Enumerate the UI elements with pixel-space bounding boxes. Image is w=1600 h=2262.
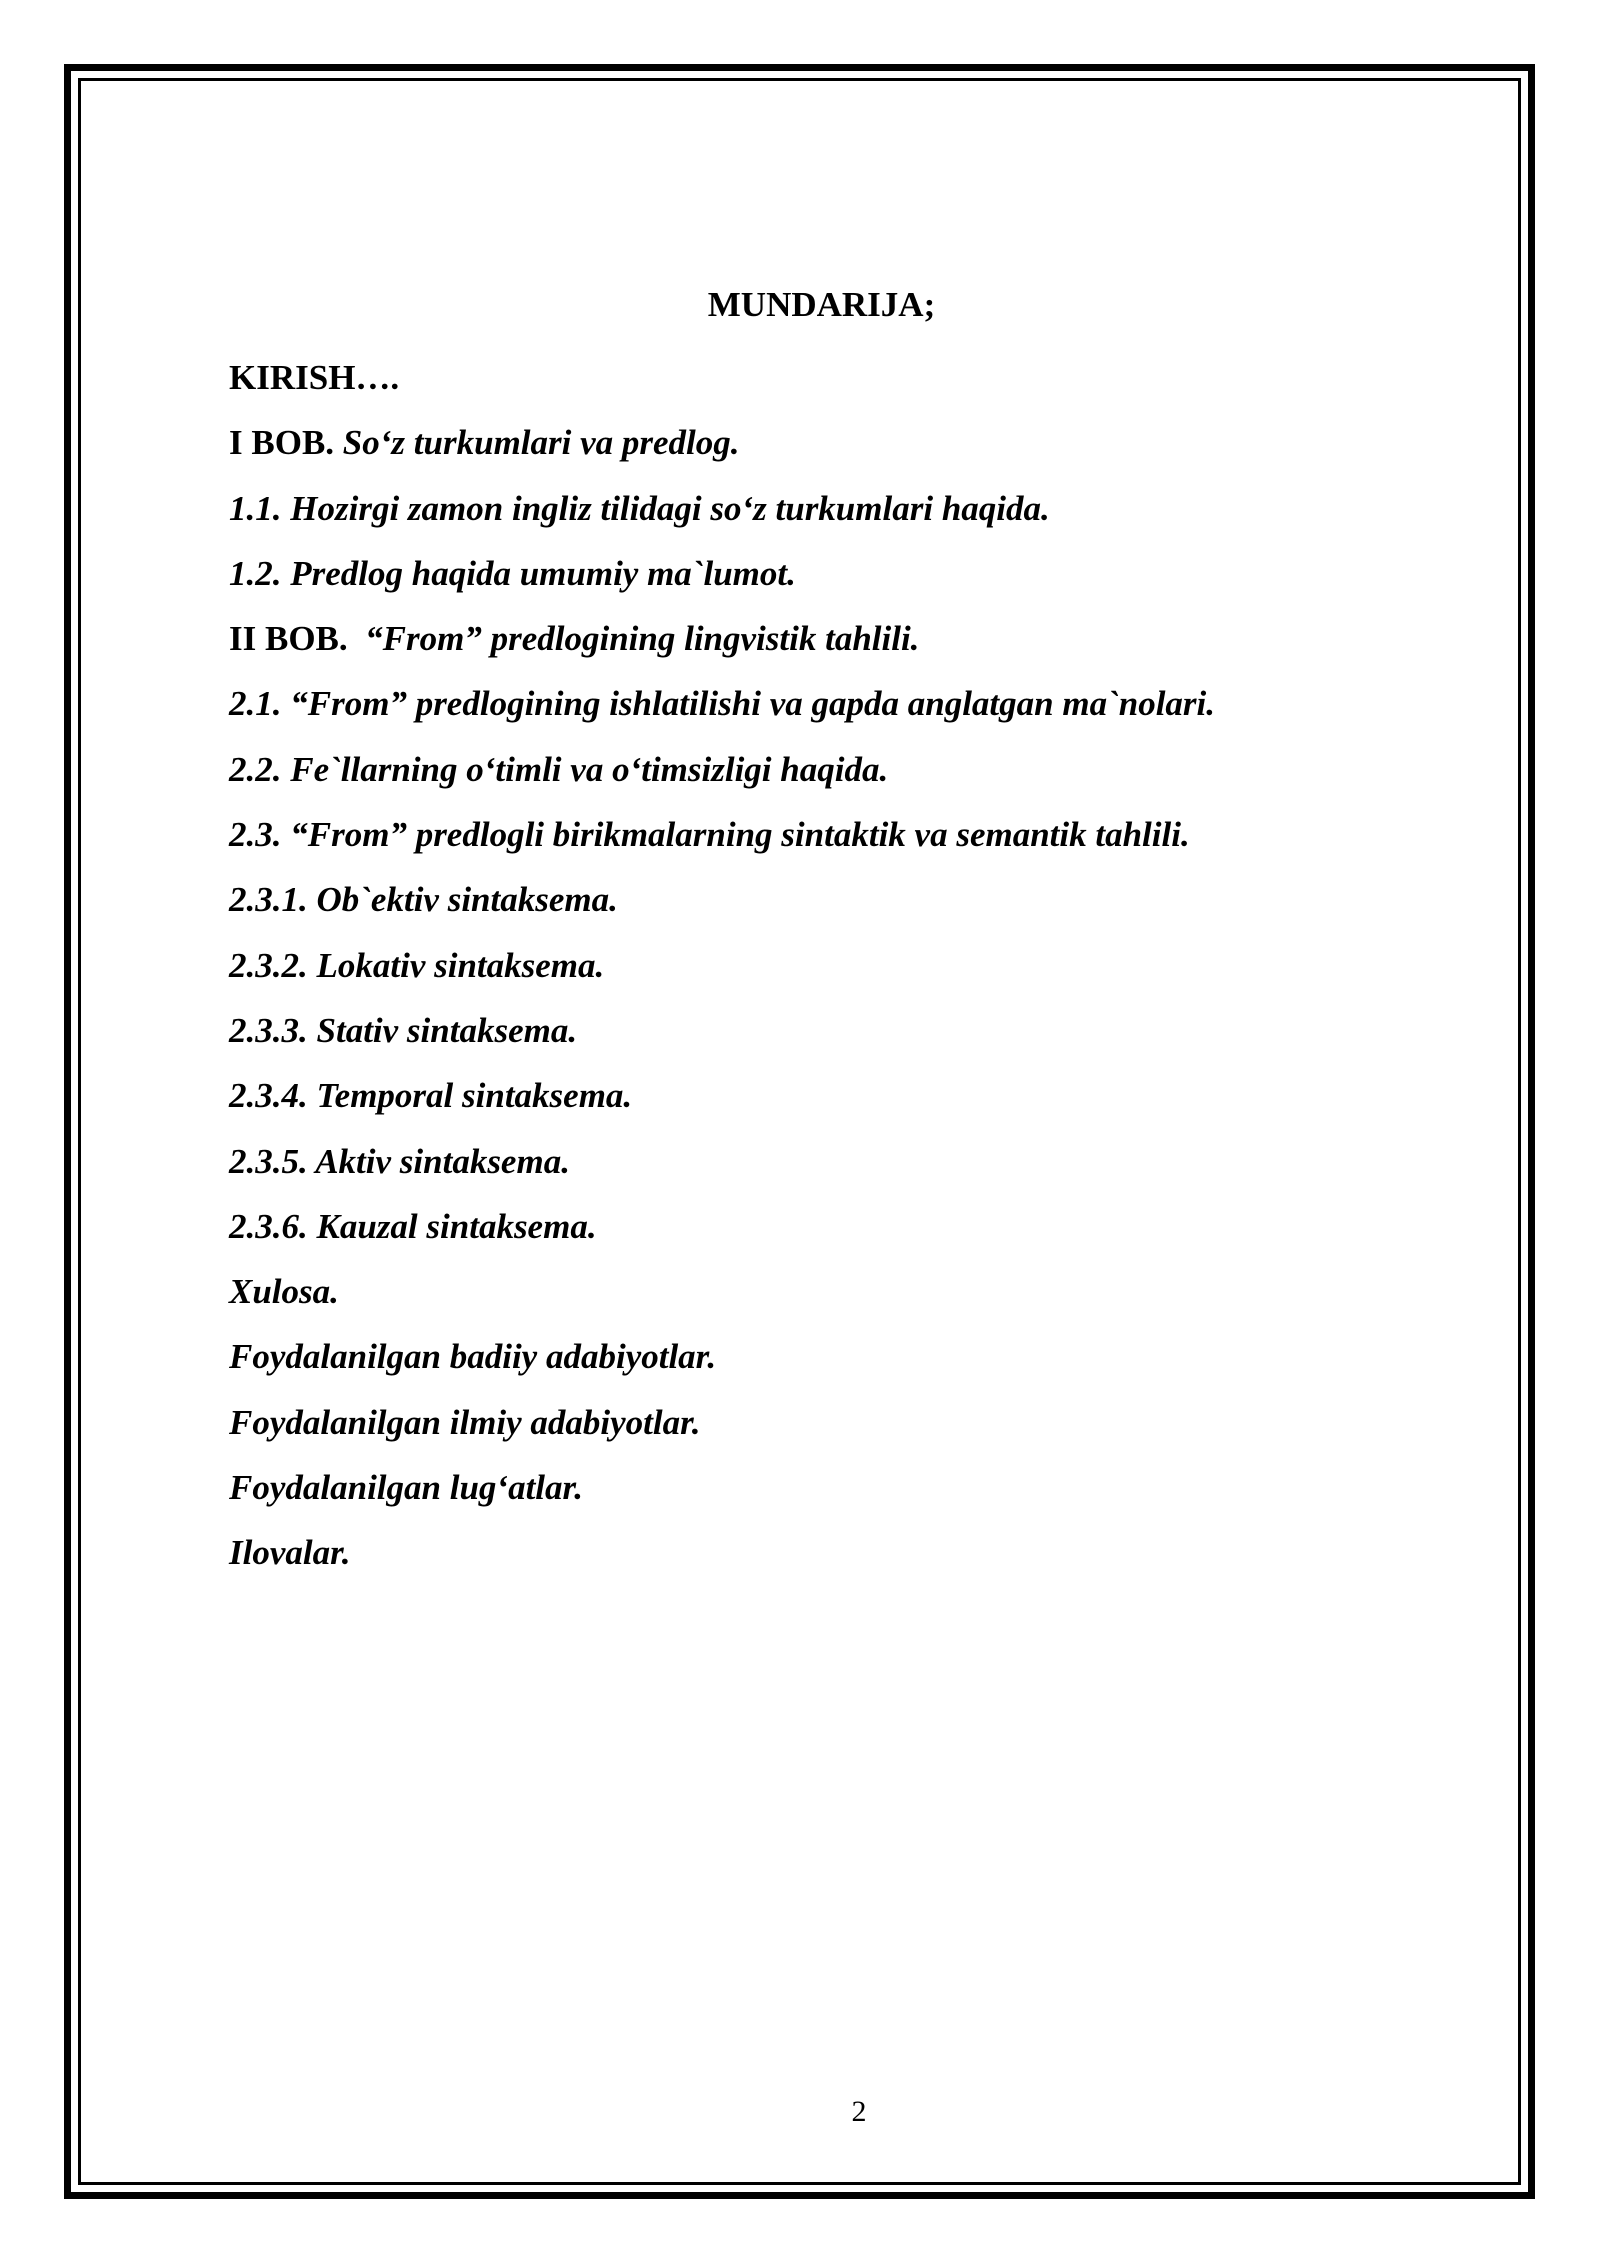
table-of-contents [229,280,1379,1586]
toc-entry [229,1194,1379,1259]
toc-entry-text: Foydalanilgan lug‘atlar. [229,1468,583,1508]
toc-entry-text: 2.3.5. Aktiv sintaksema. [229,1141,570,1181]
toc-entry [229,737,1379,802]
toc-entry-prefix: KIRISH…. [229,358,400,397]
toc-entry [229,867,1379,932]
toc-entry [229,1520,1379,1585]
toc-entry [229,410,1379,475]
toc-entry [229,998,1379,1063]
toc-entry [229,541,1379,606]
toc-entry-text: 2.2. Fe`llarning o‘timli va o‘timsizligi haqida. [229,749,889,789]
toc-entry-text: So‘z turkumlari va predlog. [334,423,740,463]
page-number: 2 [851,2095,867,2128]
toc-entry-text: Ilovalar. [229,1533,351,1573]
toc-entry [229,606,1379,671]
toc-entry [229,933,1379,998]
toc-entry-prefix: I BOB. [229,423,335,463]
toc-entry-text: 1.2. Predlog haqida umumiy ma`lumot. [229,553,796,593]
toc-entry-text: 2.3.6. Kauzal sintaksema. [229,1206,597,1246]
toc-list [229,345,1379,1586]
toc-entry [229,345,1379,410]
toc-entry [229,1129,1379,1194]
toc-entry-text: 2.3.1. Ob`ektiv sintaksema. [229,880,618,920]
toc-entry-text: Foydalanilgan badiiy adabiyotlar. [229,1337,717,1377]
toc-entry-text: Foydalanilgan ilmiy adabiyotlar. [229,1402,701,1442]
toc-entry [229,476,1379,541]
toc-entry [229,1390,1379,1455]
toc-entry-text: 2.3.4. Temporal sintaksema. [229,1076,633,1116]
toc-entry-text: 2.1. “From” predlogining ishlatilishi va gapda anglatgan ma`nolari. [229,684,1216,724]
toc-entry-text: “From” predlogining lingvistik tahlili. [347,619,920,659]
toc-entry-text: Xulosa. [229,1272,339,1312]
toc-entry [229,802,1379,867]
toc-entry-text: 2.3.2. Lokativ sintaksema. [229,945,605,985]
toc-entry-text: 1.1. Hozirgi zamon ingliz tilidagi so‘z turkumlari haqida. [229,488,1050,528]
toc-title: MUNDARIJA; [707,285,936,324]
toc-entry-text: 2.3.3. Stativ sintaksema. [229,1010,578,1050]
toc-entry [229,1455,1379,1520]
toc-entry-text: 2.3. “From” predlogli birikmalarning sintaktik va semantik tahlili. [229,815,1190,855]
toc-entry [229,671,1379,736]
toc-entry [229,1324,1379,1389]
toc-entry [229,1259,1379,1324]
toc-entry-prefix: II BOB. [229,619,348,659]
toc-entry [229,1063,1379,1128]
